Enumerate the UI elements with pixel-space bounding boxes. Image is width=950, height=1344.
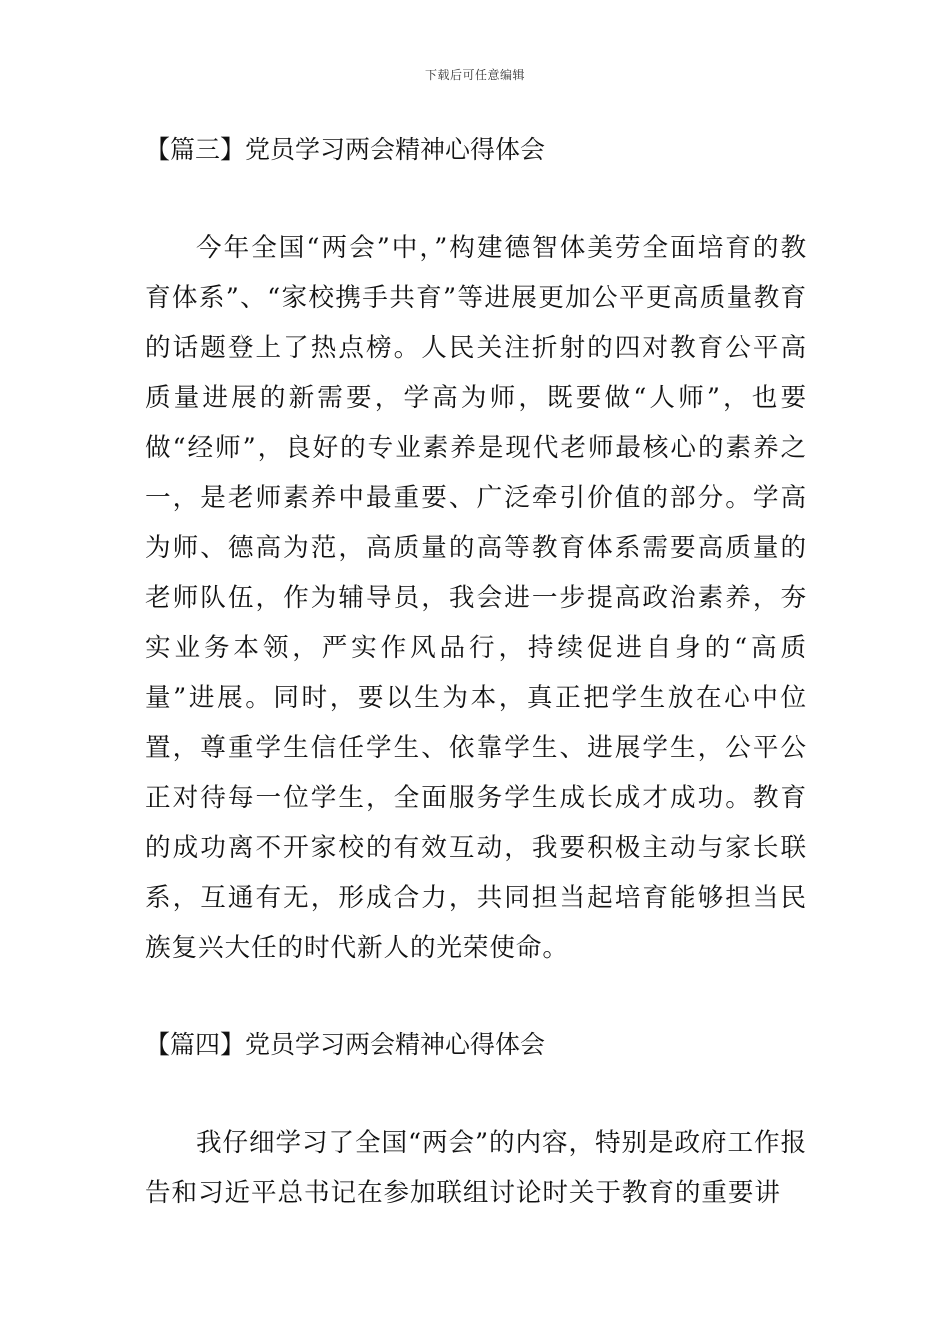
section-title-4: 【篇四】党员学习两会精神心得体会 — [145, 1030, 546, 1059]
header-note: 下载后可任意编辑 — [424, 68, 525, 82]
section-body-4: 我仔细学习了全国“两会”的内容，特别是政府工作报告和习近平总书记在参加联组讨论时关于教育的重要讲 — [145, 1128, 807, 1208]
section-body-3: 今年全国“两会”中，”构建德智体美劳全面培育的教育体系”、“家校携手共育”等进展更加公平更高质量教育的话题登上了热点榜。人民关注折射的四对教育公平高质量进展的新需要，学高为师，既要做“人师”，也要做“经师”，良好的专业素养是现代老师最核心的素养之一，是老师素养中最重要、广泛牵引价值的部分。学高为师、德高为范，高质量的高等教育体系需要高质量的老师队伍，作为辅导员，我会进一步提高政治素养，夯实业务本领，严实作风品行，持续促进自身的“高质量”进展。同时，要以生为本，真正把学生放在心中位置，尊重学生信任学生、依靠学生、进展学生，公平公正对待每一位学生，全面服务学生成长成才成功。教育的成功离不开家校的有效互动，我要积极主动与家长联系，互通有无，形成合力，共同担当起培育能够担当民族复兴大任的时代新人的光荣使命。 — [145, 233, 807, 963]
section-title-3: 【篇三】党员学习两会精神心得体会 — [145, 135, 546, 164]
